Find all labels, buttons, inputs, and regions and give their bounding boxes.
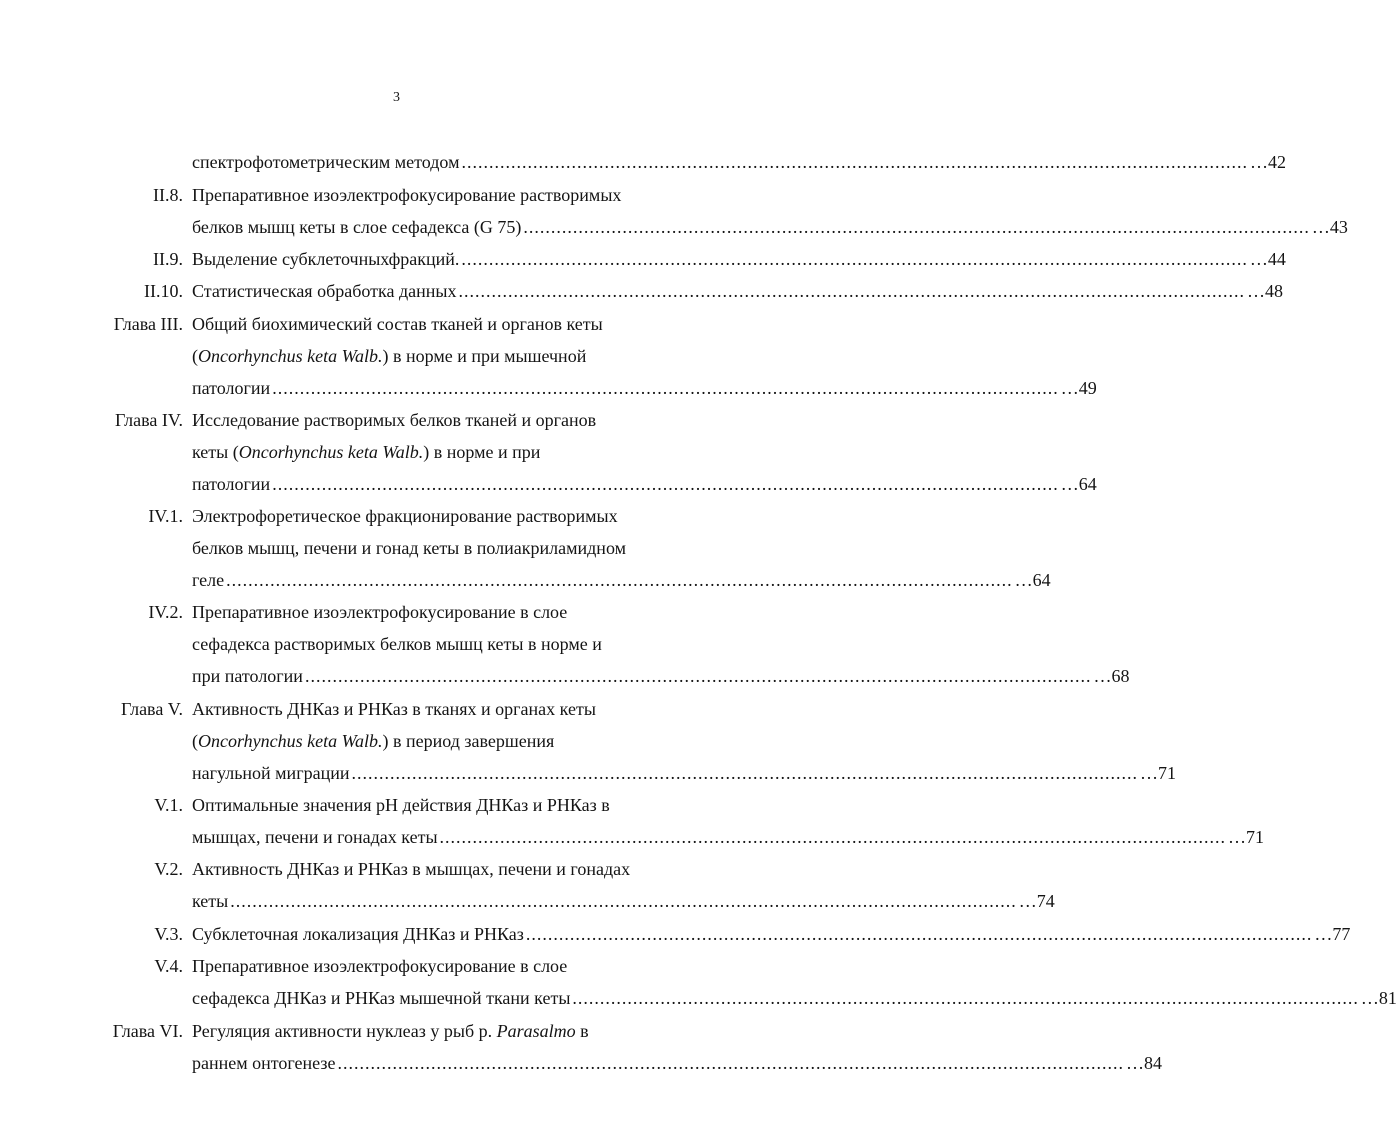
- toc-entry-line: Препаративное изоэлектрофокусирование в слое: [192, 602, 568, 622]
- dot-leader: ...............................................................................................................................................: [230, 891, 1017, 911]
- toc-entry-page: …49: [1060, 378, 1097, 398]
- toc-entry-page: …71: [1139, 763, 1176, 783]
- toc-entry-title: при патологии: [192, 666, 303, 686]
- toc-entry-line: Исследование растворимых белков тканей и органов: [192, 410, 597, 430]
- toc-entry-title: нагульной миграции: [192, 763, 350, 783]
- toc-entry-page: …68: [1093, 666, 1130, 686]
- toc-entry-title: Выделение субклеточныхфракций.: [192, 249, 460, 269]
- toc-entry-label: II.10.: [144, 281, 183, 301]
- toc-entry-line: [192, 376, 1097, 400]
- toc-entry-page: …48: [1247, 281, 1283, 301]
- toc-entry-page: …42: [1249, 152, 1286, 172]
- toc-entry-line: [192, 889, 1055, 913]
- dot-leader: ...............................................................................................................................................: [304, 666, 1092, 686]
- toc-entry-line: [192, 472, 1097, 496]
- toc-entry-line: (Oncorhynchus keta Walb.) в норме и при мышечной: [192, 346, 587, 366]
- toc-entry-label: IV.1.: [148, 506, 183, 526]
- toc-entry-title: Статистическая обработка данных: [192, 281, 457, 301]
- toc-entry-line: [192, 150, 1286, 174]
- toc-entry-line: Электрофоретическое фракционирование растворимых: [192, 506, 618, 526]
- toc-entry-line: [192, 215, 1348, 239]
- toc-entry-title: белков мышц кеты в слое сефадекса (G 75): [192, 217, 522, 237]
- toc-entry-line: Препаративное изоэлектрофокусирование растворимых: [192, 185, 622, 205]
- toc-entry-line: Общий биохимический состав тканей и органов кеты: [192, 314, 603, 334]
- toc-entry-line: [192, 761, 1176, 785]
- toc-entry-line: [192, 986, 1397, 1010]
- toc-entry-label: Глава VI.: [112, 1021, 183, 1041]
- toc-entry-label: II.9.: [153, 249, 183, 269]
- toc-entry-page: …84: [1125, 1053, 1162, 1073]
- toc-entry-label: IV.2.: [148, 602, 183, 622]
- toc-entry-page: …43: [1311, 217, 1348, 237]
- toc-entry-title: геле: [192, 570, 225, 590]
- dot-leader: ...............................................................................................................................................: [461, 152, 1248, 172]
- toc-entry-label: Глава V.: [121, 699, 183, 719]
- toc-entry-line: [192, 568, 1051, 592]
- toc-entry-label: Глава IV.: [115, 410, 183, 430]
- toc-entry-page: …74: [1018, 891, 1055, 911]
- toc-entry-line: [192, 922, 1351, 946]
- dot-leader: ...............................................................................................................................................: [337, 1053, 1124, 1073]
- dot-leader: ...............................................................................................................................................: [351, 763, 1138, 783]
- toc-entry-line: белков мышц, печени и гонад кеты в полиакриламидном: [192, 538, 626, 558]
- dot-leader: ...............................................................................................................................................: [523, 217, 1310, 237]
- toc-entry-label: V.4.: [154, 956, 183, 976]
- toc-entry-line: (Oncorhynchus keta Walb.) в период завершения: [192, 731, 555, 751]
- toc-entry-title: сефадекса ДНКаз и РНКаз мышечной ткани кеты: [192, 988, 571, 1008]
- toc-entry-title: патологии: [192, 378, 271, 398]
- toc-entry-page: …71: [1228, 827, 1265, 847]
- dot-leader: ...............................................................................................................................................: [458, 281, 1245, 301]
- toc-entry-line: [192, 279, 1283, 303]
- toc-entry-line: [192, 664, 1130, 688]
- toc-entry-title: спектрофотометрическим методом: [192, 152, 460, 172]
- toc-entry-label: II.8.: [153, 185, 183, 205]
- toc-entry-title: кеты: [192, 891, 229, 911]
- dot-leader: ...............................................................................................................................................: [226, 570, 1013, 590]
- page-number: 3: [393, 90, 400, 105]
- dot-leader: ...............................................................................................................................................: [272, 378, 1059, 398]
- dot-leader: ...............................................................................................................................................: [439, 827, 1227, 847]
- toc-entry-title: Субклеточная локализация ДНКаз и РНКаз: [192, 924, 524, 944]
- dot-leader: ...............................................................................................................................................: [272, 474, 1059, 494]
- toc-entry-line: Оптимальные значения рН действия ДНКаз и РНКаз в: [192, 795, 610, 815]
- toc-entry-page: …64: [1060, 474, 1097, 494]
- toc-entry-title: раннем онтогенезе: [192, 1053, 336, 1073]
- dot-leader: ...............................................................................................................................................: [461, 249, 1248, 269]
- toc-entry-title: патологии: [192, 474, 271, 494]
- dot-leader: ...............................................................................................................................................: [572, 988, 1359, 1008]
- toc-entry-line: [192, 247, 1286, 271]
- toc-entry-page: …64: [1014, 570, 1051, 590]
- toc-entry-page: …44: [1249, 249, 1286, 269]
- toc-entry-title: мышцах, печени и гонадах кеты: [192, 827, 438, 847]
- toc-entry-page: …77: [1314, 924, 1351, 944]
- toc-entry-label: Глава III.: [113, 314, 183, 334]
- toc-entry-label: V.2.: [154, 859, 183, 879]
- toc-entry-line: кеты (Oncorhynchus keta Walb.) в норме и при: [192, 442, 541, 462]
- toc-entry-label: V.1.: [154, 795, 183, 815]
- toc-entry-line: Регуляция активности нуклеаз у рыб р. Parasalmo в: [192, 1021, 589, 1041]
- toc-entry-line: сефадекса растворимых белков мышц кеты в норме и: [192, 634, 602, 654]
- toc-entry-line: Препаративное изоэлектрофокусирование в слое: [192, 956, 568, 976]
- toc-entry-line: Активность ДНКаз и РНКаз в мышцах, печени и гонадах: [192, 859, 631, 879]
- toc-entry-label: V.3.: [154, 924, 183, 944]
- toc-entry-line: [192, 1051, 1162, 1075]
- toc-entry-line: [192, 825, 1265, 849]
- toc-entry-page: …81: [1360, 988, 1397, 1008]
- dot-leader: ...............................................................................................................................................: [525, 924, 1313, 944]
- toc-entry-line: Активность ДНКаз и РНКаз в тканях и органах кеты: [192, 699, 596, 719]
